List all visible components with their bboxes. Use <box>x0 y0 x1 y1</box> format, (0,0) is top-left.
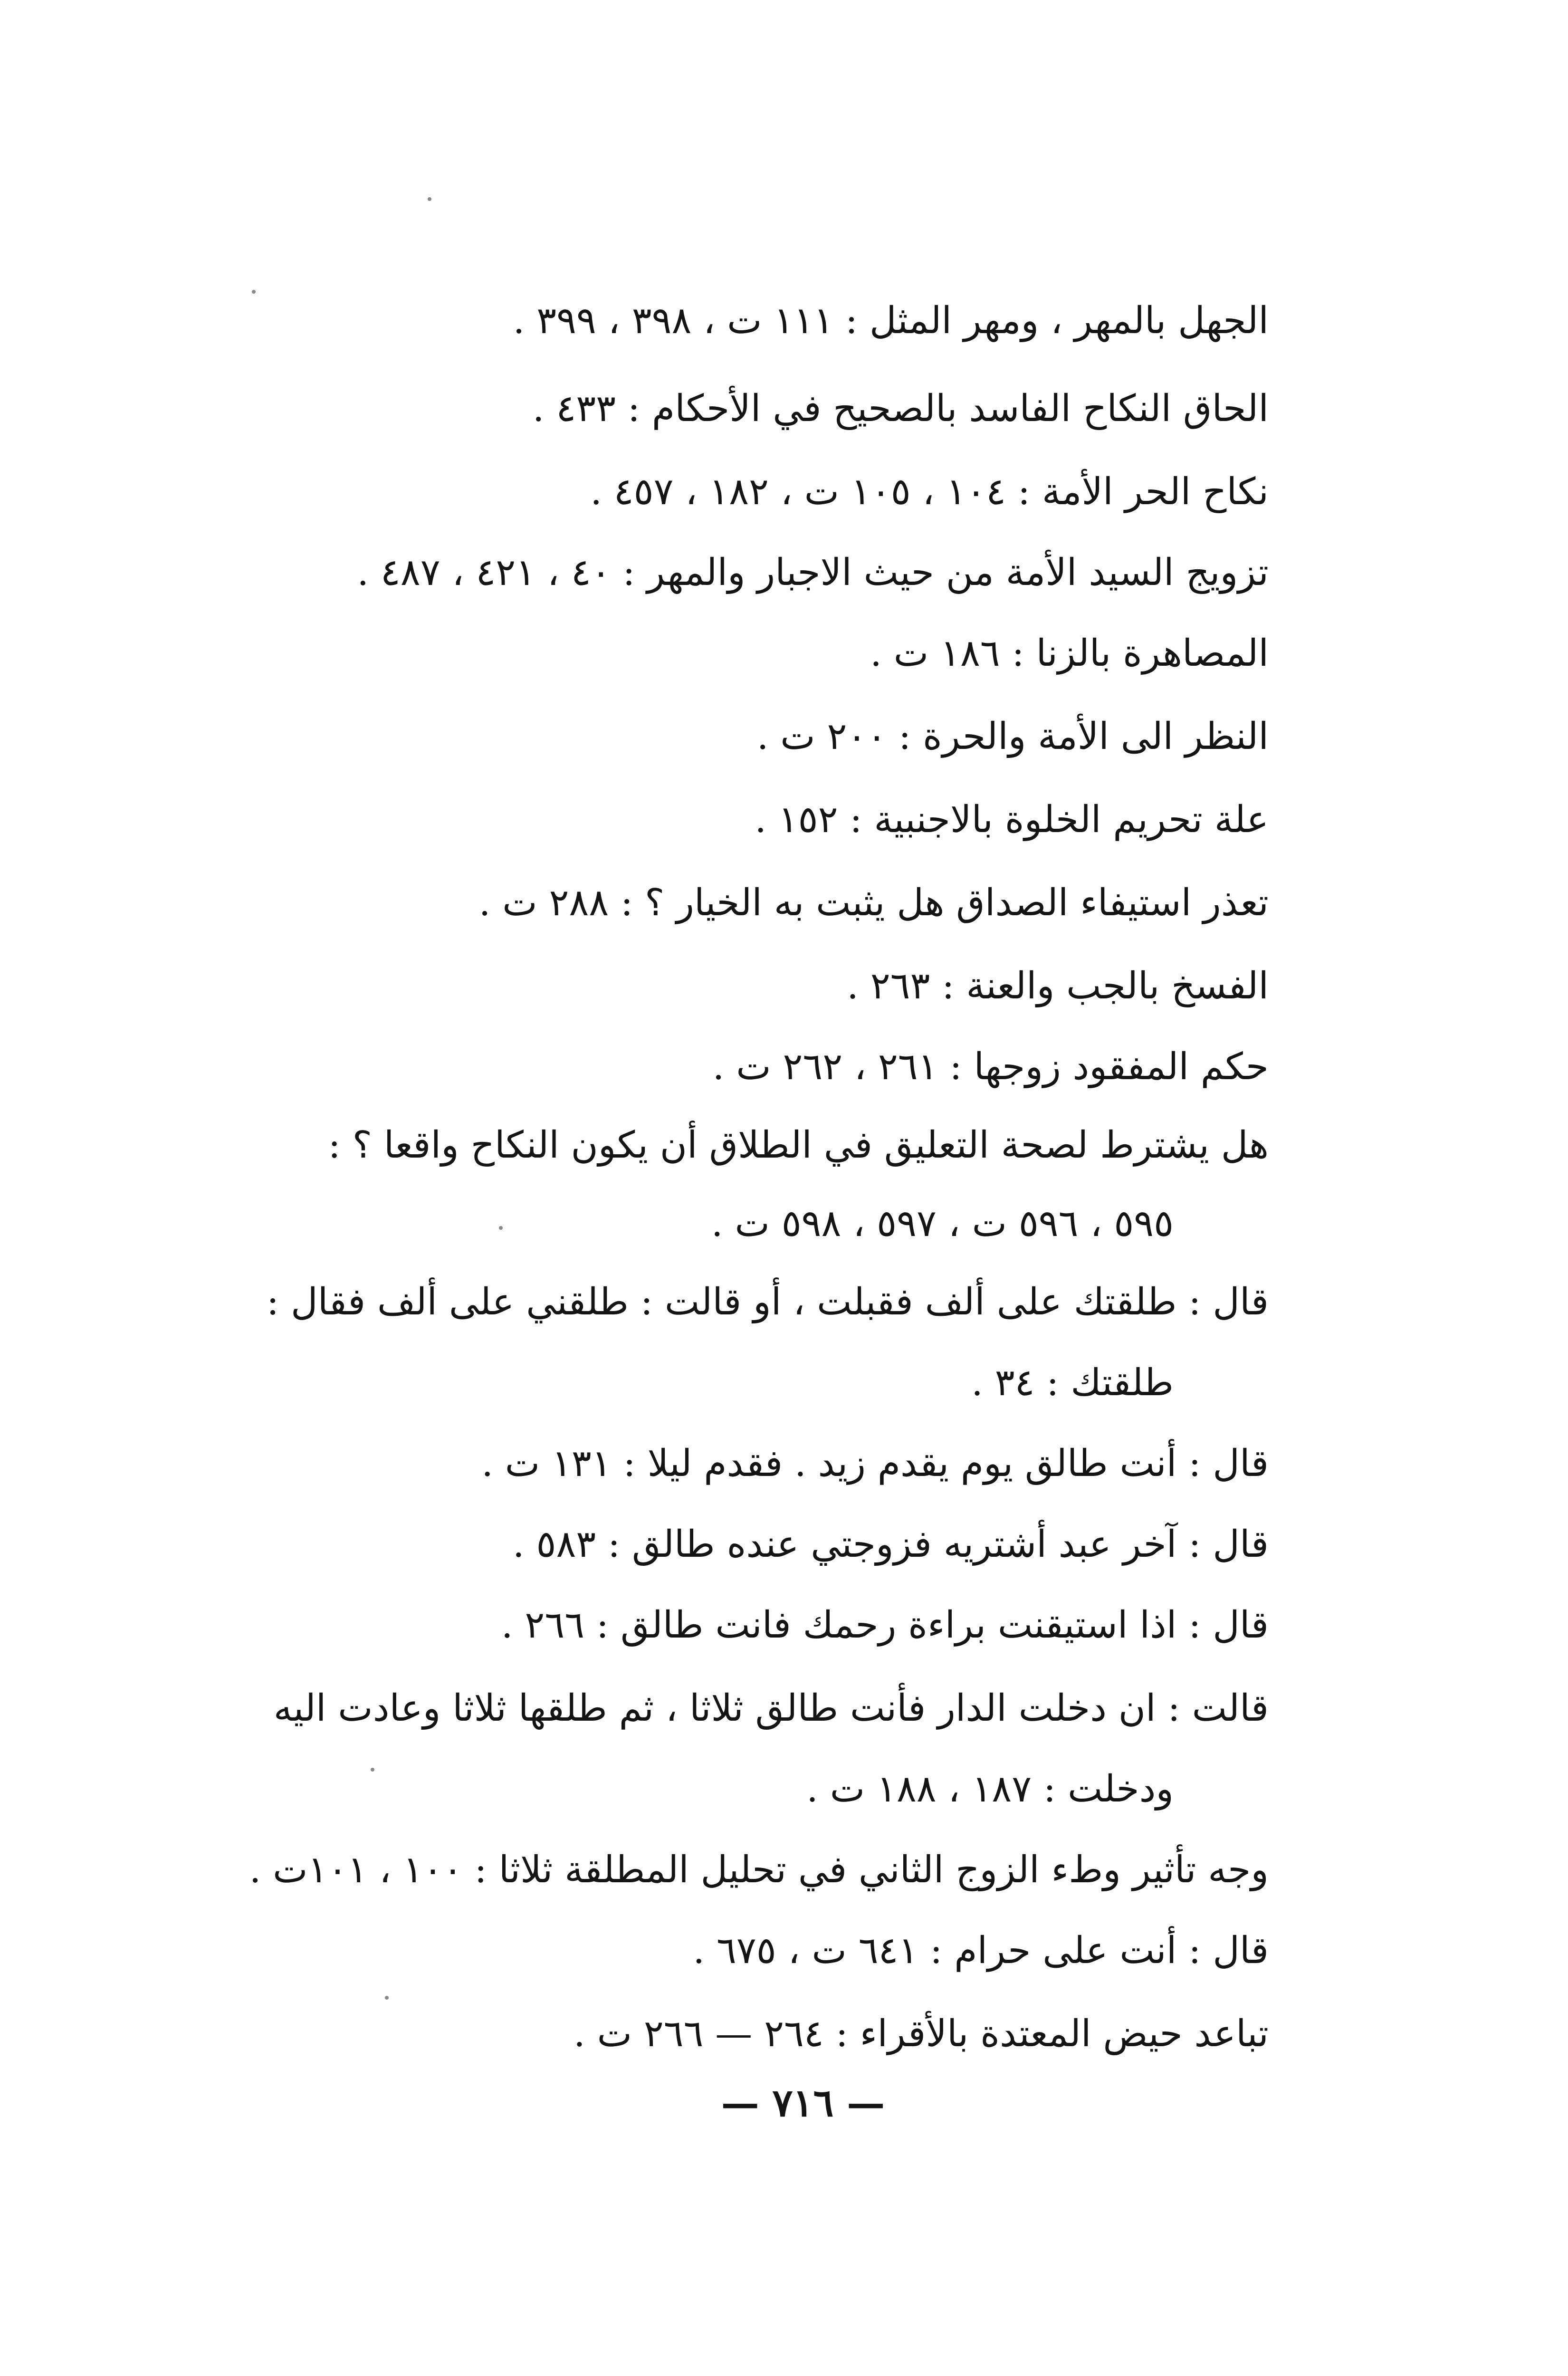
index-entry-continuation: ٥٩٥ ، ٥٩٦ ت ، ٥٩٧ ، ٥٩٨ ت . <box>711 1202 1174 1245</box>
scan-speck <box>252 290 256 294</box>
index-entry: نكاح الحر الأمة : ١٠٤ ، ١٠٥ ت ، ١٨٢ ، ٤٥٧ . <box>590 470 1269 513</box>
index-entry: قال : أنت طالق يوم يقدم زيد . فقدم ليلا : ١٣١ ت . <box>481 1442 1269 1485</box>
index-entry: وجه تأثير وطء الزوج الثاني في تحليل المطلقة ثلاثا : ١٠٠ ، ١٠١ت . <box>249 1849 1269 1891</box>
index-entry: النظر الى الأمة والحرة : ٢٠٠ ت . <box>756 715 1269 758</box>
scan-speck <box>499 1226 503 1230</box>
index-entry: قال : أنت على حرام : ٦٤١ ت ، ٦٧٥ . <box>693 1929 1269 1972</box>
scan-speck <box>428 197 431 201</box>
index-entry: حكم المفقود زوجها : ٢٦١ ، ٢٦٢ ت . <box>712 1045 1269 1088</box>
scan-speck <box>371 1768 374 1772</box>
index-entry: الحاق النكاح الفاسد بالصحيح في الأحكام : ٤٣٣ . <box>532 387 1269 430</box>
index-entry: قال : طلقتك على ألف فقبلت ، أو قالت : طلقني على ألف فقال : <box>266 1281 1269 1323</box>
index-entry: قالت : ان دخلت الدار فأنت طالق ثلاثا ، ثم طلقها ثلاثا وعادت اليه <box>273 1687 1269 1730</box>
index-entry: هل يشترط لصحة التعليق في الطلاق أن يكون النكاح واقعا ؟ : <box>328 1124 1269 1167</box>
index-entry: تعذر استيفاء الصداق هل يثبت به الخيار ؟ : ٢٨٨ ت . <box>478 881 1269 924</box>
index-entry: قال : آخر عبد أشتريه فزوجتي عنده طالق : ٥٨٣ . <box>512 1523 1269 1566</box>
scan-speck <box>385 1996 389 2000</box>
index-entry-continuation: ودخلت : ١٨٧ ، ١٨٨ ت . <box>806 1768 1174 1811</box>
index-entry: تباعد حيض المعتدة بالأقراء : ٢٦٤ — ٢٦٦ ت . <box>574 2012 1269 2055</box>
index-entry: قال : اذا استيقنت براءة رحمك فانت طالق : ٢٦٦ . <box>501 1604 1269 1647</box>
index-entry: الفسخ بالجب والعنة : ٢٦٣ . <box>847 965 1269 1007</box>
page-number: — ٧١٦ — <box>721 2080 885 2125</box>
index-entry: الجهل بالمهر ، ومهر المثل : ١١١ ت ، ٣٩٨ ، ٣٩٩ . <box>513 299 1269 342</box>
index-entry: المصاهرة بالزنا : ١٨٦ ت . <box>870 632 1269 675</box>
index-entry: تزويج السيد الأمة من حيث الاجبار والمهر : ٤٠ ، ٤٢١ ، ٤٨٧ . <box>357 551 1269 594</box>
index-entry-continuation: طلقتك : ٣٤ . <box>971 1361 1174 1404</box>
index-entry: علة تحريم الخلوة بالاجنبية : ١٥٢ . <box>755 798 1269 841</box>
